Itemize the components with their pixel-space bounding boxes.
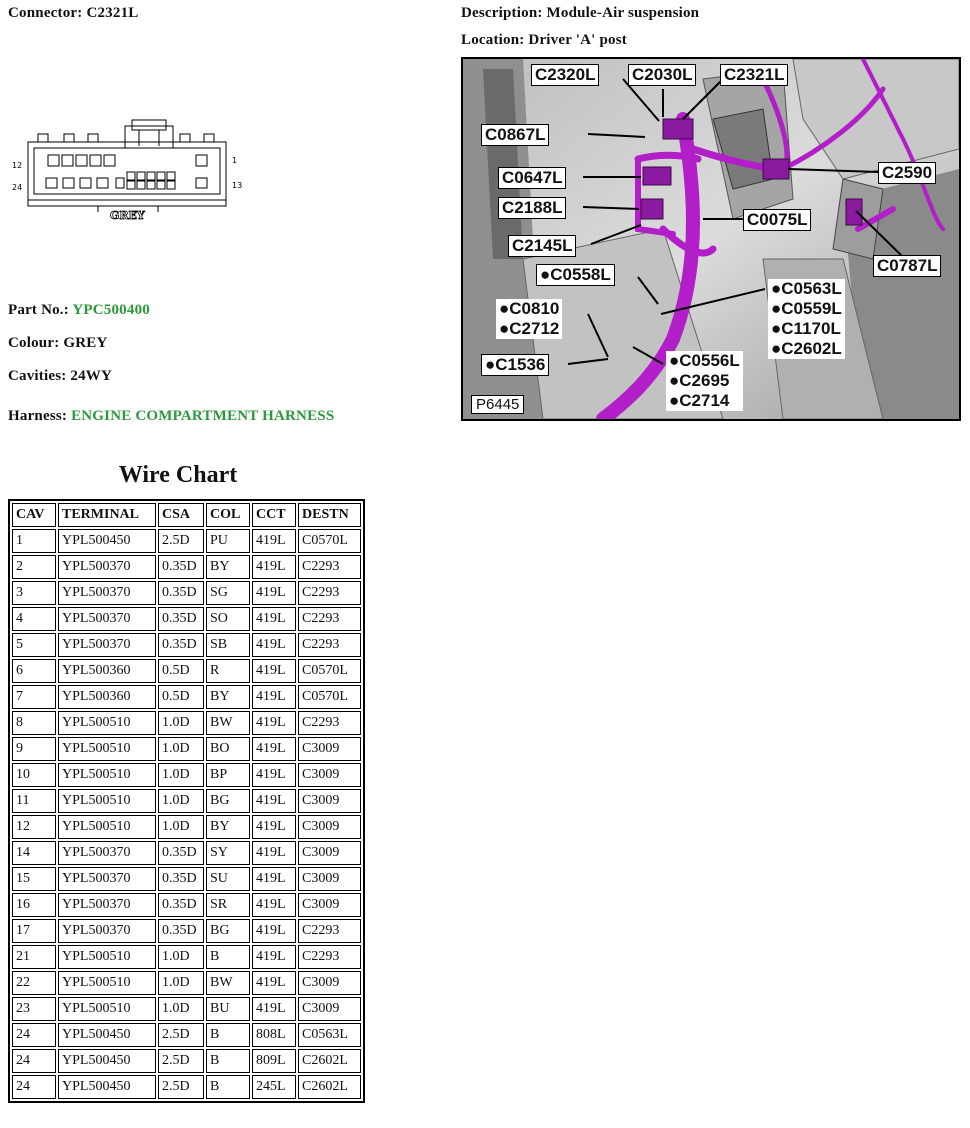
table-row	[12, 867, 361, 891]
cell-col: SR	[206, 893, 250, 917]
cell-destn: C2293	[298, 607, 361, 631]
location-value: Driver 'A' post	[528, 32, 627, 48]
table-row	[12, 841, 361, 865]
bullet-dot-icon: ●	[499, 319, 510, 338]
cell-cav: 2	[12, 555, 56, 579]
cell-csa: 0.35D	[158, 893, 204, 917]
table-row	[12, 607, 361, 631]
cell-terminal: YPL500360	[58, 685, 156, 709]
bullet-dot-icon: ●	[499, 299, 510, 318]
cell-cav: 15	[12, 867, 56, 891]
cell-col: BG	[206, 789, 250, 813]
cell-cct: 419L	[252, 581, 296, 605]
wire-chart-table	[8, 499, 365, 1103]
table-row	[12, 529, 361, 553]
cell-terminal: YPL500370	[58, 607, 156, 631]
cell-cav: 11	[12, 789, 56, 813]
cell-cct: 419L	[252, 997, 296, 1021]
cell-terminal: YPL500370	[58, 919, 156, 943]
cell-destn: C3009	[298, 867, 361, 891]
colour	[8, 335, 108, 352]
cell-terminal: YPL500510	[58, 945, 156, 969]
cell-cct: 419L	[252, 893, 296, 917]
cell-col: SU	[206, 867, 250, 891]
cell-cct: 419L	[252, 763, 296, 787]
cell-destn: C3009	[298, 789, 361, 813]
harness	[8, 408, 334, 425]
cell-terminal: YPL500510	[58, 763, 156, 787]
description	[461, 5, 699, 22]
table-row	[12, 581, 361, 605]
cell-cct: 419L	[252, 659, 296, 683]
cell-csa: 0.35D	[158, 867, 204, 891]
callout-c0787l: C0787L	[873, 255, 941, 277]
cell-cct: 419L	[252, 789, 296, 813]
cell-cav: 24	[12, 1049, 56, 1073]
pin-label-left-top: 12	[12, 161, 23, 170]
table-row	[12, 711, 361, 735]
cell-terminal: YPL500450	[58, 529, 156, 553]
cell-destn: C3009	[298, 815, 361, 839]
cell-destn: C0570L	[298, 685, 361, 709]
cell-cct: 419L	[252, 841, 296, 865]
header-col: COL	[206, 503, 250, 527]
table-row	[12, 815, 361, 839]
description-label: Description:	[461, 5, 543, 21]
cell-cct: 419L	[252, 633, 296, 657]
callout-c2712: C2712	[509, 319, 560, 338]
cell-terminal: YPL500370	[58, 555, 156, 579]
callout-c0810: C0810	[509, 299, 560, 318]
callout-layer	[463, 59, 959, 419]
cell-terminal: YPL500510	[58, 711, 156, 735]
part-number-value: YPC500400	[72, 302, 150, 318]
cell-terminal: YPL500370	[58, 841, 156, 865]
description-value: Module-Air suspension	[546, 5, 700, 21]
callout-c2602l: C2602L	[781, 339, 842, 358]
cell-destn: C3009	[298, 763, 361, 787]
cavities-label: Cavities:	[8, 368, 67, 384]
cavities-value: 24WY	[70, 368, 113, 384]
bullet-dot-icon: ●	[771, 339, 782, 358]
cell-destn: C2293	[298, 581, 361, 605]
table-row	[12, 1023, 361, 1047]
cell-col: BY	[206, 815, 250, 839]
cell-cct: 419L	[252, 867, 296, 891]
cell-destn: C0563L	[298, 1023, 361, 1047]
wire-chart-title: Wire Chart	[118, 462, 238, 488]
cell-terminal: YPL500370	[58, 893, 156, 917]
cell-cav: 1	[12, 529, 56, 553]
cell-destn: C0570L	[298, 659, 361, 683]
bullet-dot-icon: ●	[771, 319, 782, 338]
callout-c0867l: C0867L	[481, 124, 549, 146]
connector-title	[8, 5, 138, 22]
cell-col: R	[206, 659, 250, 683]
cell-csa: 0.35D	[158, 841, 204, 865]
callout-c0563l: C0563L	[781, 279, 842, 298]
header-cav: CAV	[12, 503, 56, 527]
cell-csa: 1.0D	[158, 763, 204, 787]
cell-cav: 8	[12, 711, 56, 735]
location	[461, 32, 627, 49]
cell-cct: 419L	[252, 919, 296, 943]
cell-cav: 12	[12, 815, 56, 839]
table-row	[12, 737, 361, 761]
table-header-row	[12, 503, 361, 527]
callout-c0075l: C0075L	[743, 209, 811, 231]
cell-csa: 1.0D	[158, 945, 204, 969]
cell-csa: 1.0D	[158, 997, 204, 1021]
cell-cav: 21	[12, 945, 56, 969]
header-terminal: TERMINAL	[58, 503, 156, 527]
cell-cav: 16	[12, 893, 56, 917]
cell-csa: 0.35D	[158, 581, 204, 605]
table-row	[12, 893, 361, 917]
cell-terminal: YPL500450	[58, 1023, 156, 1047]
cell-cct: 419L	[252, 737, 296, 761]
cell-destn: C2293	[298, 919, 361, 943]
table-row	[12, 555, 361, 579]
bullet-dot-icon: ●	[669, 371, 680, 390]
colour-value: GREY	[63, 335, 108, 351]
harness-label: Harness:	[8, 408, 68, 424]
cell-destn: C3009	[298, 997, 361, 1021]
cell-cct: 419L	[252, 685, 296, 709]
callout-group-left	[496, 299, 562, 339]
cell-csa: 0.35D	[158, 555, 204, 579]
callout-c2188l: C2188L	[498, 197, 566, 219]
cell-destn: C2602L	[298, 1075, 361, 1099]
cell-cct: 419L	[252, 711, 296, 735]
cell-csa: 1.0D	[158, 789, 204, 813]
cell-cav: 9	[12, 737, 56, 761]
cell-cct: 419L	[252, 945, 296, 969]
part-number	[8, 302, 150, 319]
cell-cav: 3	[12, 581, 56, 605]
cell-cav: 17	[12, 919, 56, 943]
cell-col: PU	[206, 529, 250, 553]
cell-cav: 24	[12, 1075, 56, 1099]
cell-col: BW	[206, 711, 250, 735]
cell-destn: C2293	[298, 945, 361, 969]
cell-terminal: YPL500370	[58, 867, 156, 891]
header-cct: CCT	[252, 503, 296, 527]
cell-terminal: YPL500360	[58, 659, 156, 683]
cell-col: SB	[206, 633, 250, 657]
cell-cav: 7	[12, 685, 56, 709]
table-row	[12, 633, 361, 657]
cell-cct: 809L	[252, 1049, 296, 1073]
cell-terminal: YPL500370	[58, 633, 156, 657]
cell-cct: 808L	[252, 1023, 296, 1047]
callout-c2145l: C2145L	[508, 235, 576, 257]
table-row	[12, 763, 361, 787]
cell-cav: 6	[12, 659, 56, 683]
cell-csa: 2.5D	[158, 1075, 204, 1099]
cell-col: BG	[206, 919, 250, 943]
bullet-dot-icon: ●	[771, 279, 782, 298]
cell-cav: 14	[12, 841, 56, 865]
cell-destn: C3009	[298, 971, 361, 995]
callout-group-right	[768, 279, 845, 359]
connector-label: Connector:	[8, 5, 83, 21]
part-number-label: Part No.:	[8, 302, 69, 318]
callout-c0647l: C0647L	[498, 167, 566, 189]
cell-destn: C2293	[298, 633, 361, 657]
wire-chart-body	[12, 529, 361, 1099]
pin-label-left-bottom: 24	[12, 183, 23, 192]
cell-terminal: YPL500510	[58, 971, 156, 995]
table-row	[12, 919, 361, 943]
cell-col: BY	[206, 685, 250, 709]
callout-c1536	[481, 354, 549, 376]
cell-cct: 419L	[252, 529, 296, 553]
callout-c2590: C2590	[878, 162, 936, 184]
cell-col: BU	[206, 997, 250, 1021]
callout-c2321l: C2321L	[720, 64, 788, 86]
cell-csa: 2.5D	[158, 529, 204, 553]
cell-destn: C2293	[298, 711, 361, 735]
table-row	[12, 971, 361, 995]
photo-code: P6445	[471, 395, 524, 414]
cell-terminal: YPL500510	[58, 997, 156, 1021]
bullet-dot-icon: ●	[669, 351, 680, 370]
cell-cav: 5	[12, 633, 56, 657]
cell-csa: 0.5D	[158, 685, 204, 709]
callout-c0558l-text: C0558L	[550, 265, 611, 284]
cavities	[8, 368, 112, 385]
table-row	[12, 997, 361, 1021]
pin-label-right-top: 1	[232, 156, 238, 165]
cell-terminal: YPL500370	[58, 581, 156, 605]
location-label: Location:	[461, 32, 525, 48]
connector-value: C2321L	[86, 5, 139, 21]
cell-col: SY	[206, 841, 250, 865]
callout-group-bottom	[666, 351, 743, 411]
callout-c1536-text: C1536	[495, 355, 546, 374]
cell-cct: 419L	[252, 555, 296, 579]
cell-cav: 4	[12, 607, 56, 631]
cell-terminal: YPL500450	[58, 1049, 156, 1073]
cell-cav: 10	[12, 763, 56, 787]
cell-csa: 1.0D	[158, 971, 204, 995]
cell-destn: C2602L	[298, 1049, 361, 1073]
callout-c2714: C2714	[679, 391, 730, 410]
callout-c2320l: C2320L	[531, 64, 599, 86]
cell-cct: 419L	[252, 607, 296, 631]
cell-col: BO	[206, 737, 250, 761]
table-row	[12, 945, 361, 969]
cell-col: BY	[206, 555, 250, 579]
cell-csa: 2.5D	[158, 1049, 204, 1073]
callout-c0556l: C0556L	[679, 351, 740, 370]
connector-pinout-diagram	[8, 118, 248, 228]
cell-csa: 1.0D	[158, 815, 204, 839]
table-row	[12, 685, 361, 709]
cell-destn: C3009	[298, 737, 361, 761]
cell-csa: 0.35D	[158, 633, 204, 657]
cell-col: BP	[206, 763, 250, 787]
callout-c2695: C2695	[679, 371, 730, 390]
callout-c2030l: C2030L	[628, 64, 696, 86]
cell-csa: 2.5D	[158, 1023, 204, 1047]
colour-label: Colour:	[8, 335, 60, 351]
cell-col: SO	[206, 607, 250, 631]
table-row	[12, 1075, 361, 1099]
cell-terminal: YPL500450	[58, 1075, 156, 1099]
harness-value: ENGINE COMPARTMENT HARNESS	[71, 408, 335, 424]
bullet-dot-icon: ●	[540, 265, 551, 284]
bullet-dot-icon: ●	[669, 391, 680, 410]
cell-csa: 0.35D	[158, 919, 204, 943]
cell-terminal: YPL500510	[58, 737, 156, 761]
cell-csa: 1.0D	[158, 711, 204, 735]
cell-destn: C3009	[298, 893, 361, 917]
cell-col: SG	[206, 581, 250, 605]
cell-cct: 419L	[252, 815, 296, 839]
bullet-dot-icon: ●	[771, 299, 782, 318]
bullet-dot-icon: ●	[485, 355, 496, 374]
callout-c0558l	[536, 264, 615, 286]
cell-cav: 23	[12, 997, 56, 1021]
table-row	[12, 789, 361, 813]
callout-c1170l: C1170L	[781, 319, 841, 338]
cell-terminal: YPL500510	[58, 815, 156, 839]
cell-col: B	[206, 945, 250, 969]
cell-terminal: YPL500510	[58, 789, 156, 813]
callout-c0559l: C0559L	[781, 299, 842, 318]
cell-cct: 245L	[252, 1075, 296, 1099]
cell-destn: C0570L	[298, 529, 361, 553]
table-row	[12, 1049, 361, 1073]
pin-label-right-bottom: 13	[232, 181, 243, 190]
cell-cct: 419L	[252, 971, 296, 995]
header-destn: DESTN	[298, 503, 361, 527]
cell-col: B	[206, 1023, 250, 1047]
cell-csa: 0.5D	[158, 659, 204, 683]
pinout-colour-text: GREY	[110, 209, 145, 222]
table-row	[12, 659, 361, 683]
cell-cav: 24	[12, 1023, 56, 1047]
cell-col: B	[206, 1049, 250, 1073]
cell-destn: C2293	[298, 555, 361, 579]
cell-col: BW	[206, 971, 250, 995]
cell-csa: 1.0D	[158, 737, 204, 761]
cell-destn: C3009	[298, 841, 361, 865]
location-photo	[461, 57, 961, 421]
cell-col: B	[206, 1075, 250, 1099]
cell-csa: 0.35D	[158, 607, 204, 631]
header-csa: CSA	[158, 503, 204, 527]
cell-cav: 22	[12, 971, 56, 995]
